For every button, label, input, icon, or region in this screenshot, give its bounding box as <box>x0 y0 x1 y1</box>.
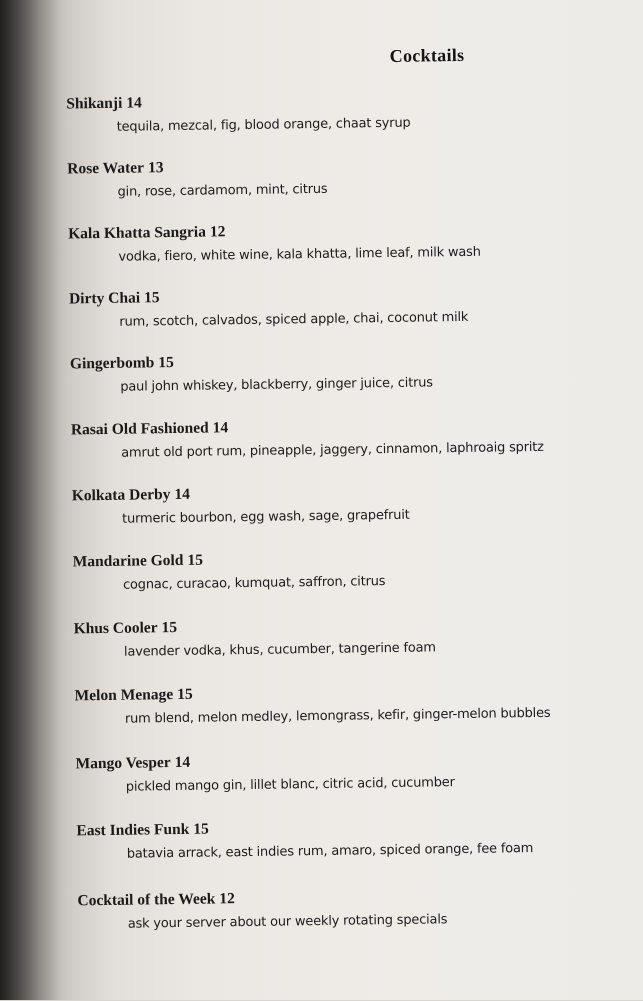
item-name: Cocktail of the Week <box>77 890 216 910</box>
item-title <box>72 480 612 506</box>
item-name: Shikanji <box>66 94 123 113</box>
item-description: cognac, curacao, kumquat, saffron, citrus <box>122 574 386 593</box>
item-description: pickled mango gin, lillet blanc, citric acid, cucumber <box>125 775 455 795</box>
item-description: lavender vodka, khus, cucumber, tangerine foam <box>123 640 436 660</box>
item-title <box>71 414 611 440</box>
item-name: Dirty Chai <box>68 289 141 308</box>
menu-item <box>67 153 608 202</box>
item-description: ask your server about our weekly rotating specials <box>127 912 448 932</box>
item-price: 12 <box>219 890 235 908</box>
item-description: tequila, mezcal, fig, blood orange, chaat syrup <box>116 115 411 135</box>
item-price: 15 <box>177 685 193 703</box>
menu-item <box>71 414 612 463</box>
item-title <box>74 613 614 639</box>
item-description: paul john whiskey, blackberry, ginger juice, citrus <box>120 375 433 395</box>
item-price: 14 <box>174 485 191 504</box>
menu-item <box>66 88 607 137</box>
item-name: Gingerbomb <box>69 354 155 373</box>
item-title <box>73 546 613 572</box>
item-title <box>77 885 617 911</box>
item-description: rum, scotch, calvados, spiced apple, chai, coconut milk <box>119 309 469 330</box>
item-title <box>66 88 606 114</box>
item-price: 14 <box>174 753 191 772</box>
item-description: amrut old port rum, pineapple, jaggery, cinnamon, laphroaig spritz <box>121 439 544 461</box>
item-price: 15 <box>187 551 204 569</box>
item-description: rum blend, melon medley, lemongrass, kefir, ginger-melon bubbles <box>124 705 551 727</box>
item-name: East Indies Funk <box>76 820 190 840</box>
menu-item <box>75 748 616 797</box>
item-name: Mandarine Gold <box>72 551 184 571</box>
item-description: turmeric bourbon, egg wash, sage, grapefruit <box>122 507 410 527</box>
item-title <box>67 153 607 179</box>
item-name: Kolkata Derby <box>71 486 171 505</box>
menu-item <box>74 613 615 662</box>
item-description: batavia arrack, east indies rum, amaro, spiced orange, fee foam <box>126 841 534 862</box>
item-name: Rasai Old Fashioned <box>70 419 209 439</box>
item-name: Mango Vesper <box>75 754 171 773</box>
item-name: Khus Cooler <box>73 619 158 638</box>
item-price: 14 <box>212 419 229 437</box>
menu-item <box>70 348 611 397</box>
item-title <box>76 815 616 841</box>
item-title <box>74 680 614 706</box>
item-price: 14 <box>126 94 142 112</box>
menu-item <box>77 885 618 934</box>
item-description: gin, rose, cardamom, mint, citrus <box>117 181 328 200</box>
item-name: Kala Khatta Sangria <box>68 223 207 243</box>
item-title <box>69 283 609 309</box>
item-price: 12 <box>209 223 226 241</box>
section-title: Cocktails <box>389 44 465 66</box>
menu-item <box>68 218 609 267</box>
item-price: 15 <box>143 289 160 307</box>
item-price: 15 <box>193 820 209 838</box>
item-title <box>68 218 608 244</box>
menu-item <box>76 815 617 864</box>
menu-item <box>69 283 610 332</box>
menu-item <box>74 680 615 729</box>
item-price: 15 <box>158 353 174 372</box>
menu-item <box>73 546 614 595</box>
item-name: Rose Water <box>67 159 145 178</box>
menu-item <box>72 480 613 529</box>
item-name: Melon Menage <box>74 686 174 705</box>
item-price: 15 <box>161 618 178 637</box>
item-title <box>70 348 610 374</box>
item-description: vodka, fiero, white wine, kala khatta, lime leaf, milk wash <box>118 244 481 265</box>
item-price: 13 <box>147 159 164 177</box>
item-title <box>75 748 615 774</box>
